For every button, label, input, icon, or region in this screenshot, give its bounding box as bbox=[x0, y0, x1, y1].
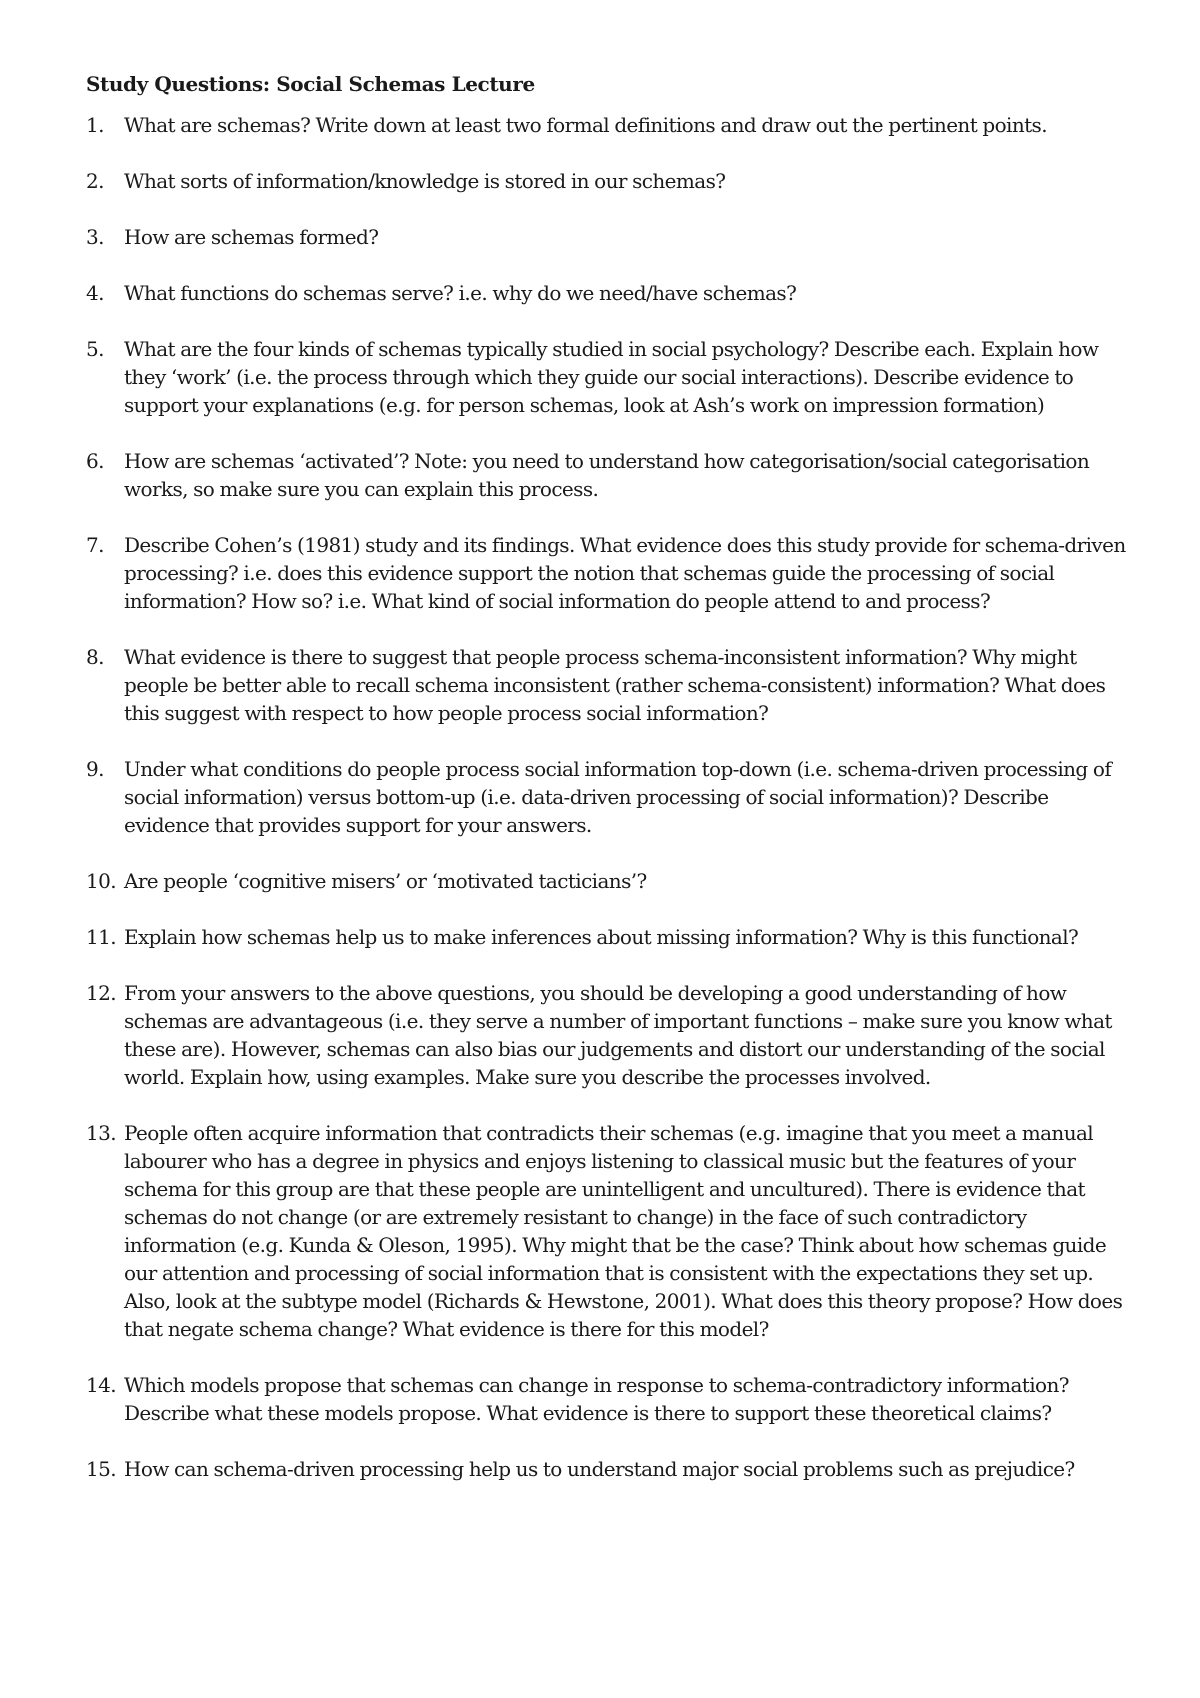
question-number: 4. bbox=[86, 281, 104, 305]
question-number: 10. bbox=[86, 869, 117, 893]
question-item bbox=[86, 1371, 1126, 1427]
question-text: What evidence is there to suggest that people process schema-inconsistent information? Why might people be better able to recall schema inconsistent (rather schema-consistent) information? What does this suggest with respect to how people process social information? bbox=[124, 645, 1106, 725]
question-text: What are the four kinds of schemas typically studied in social psychology? Describe each. Explain how they ‘work’ (i.e. the process through which they guide our social interactions). Describe evidence to support your explanations (e.g. for person schemas, look at Ash’s work on impression formation) bbox=[124, 337, 1099, 417]
question-text: How are schemas formed? bbox=[124, 225, 379, 249]
question-number: 15. bbox=[86, 1457, 117, 1481]
question-item bbox=[86, 1455, 1126, 1483]
document-page bbox=[86, 70, 1126, 1511]
question-item bbox=[86, 867, 1126, 895]
question-number: 14. bbox=[86, 1373, 117, 1397]
question-item bbox=[86, 167, 1126, 195]
question-text: Which models propose that schemas can change in response to schema-contradictory information? Describe what these models propose. What evidence is there to support these theoretical claims? bbox=[124, 1373, 1069, 1425]
question-number: 2. bbox=[86, 169, 104, 193]
question-number: 1. bbox=[86, 113, 104, 137]
question-item bbox=[86, 1119, 1126, 1343]
question-text: Explain how schemas help us to make inferences about missing information? Why is this functional? bbox=[124, 925, 1079, 949]
question-number: 13. bbox=[86, 1121, 117, 1145]
question-number: 11. bbox=[86, 925, 117, 949]
question-number: 12. bbox=[86, 981, 117, 1005]
question-item bbox=[86, 755, 1126, 839]
question-item bbox=[86, 923, 1126, 951]
question-number: 9. bbox=[86, 757, 104, 781]
question-text: Under what conditions do people process social information top-down (i.e. schema-driven processing of social information) versus bottom-up (i.e. data-driven processing of social information)? Describe evidence that provides support for your answers. bbox=[124, 757, 1112, 837]
question-text: Describe Cohen’s (1981) study and its findings. What evidence does this study provide for schema-driven processing? i.e. does this evidence support the notion that schemas guide the processing of social information? How so? i.e. What kind of social information do people attend to and process? bbox=[124, 533, 1126, 613]
question-text: What functions do schemas serve? i.e. why do we need/have schemas? bbox=[124, 281, 797, 305]
question-item bbox=[86, 447, 1126, 503]
question-item bbox=[86, 111, 1126, 139]
question-number: 8. bbox=[86, 645, 104, 669]
question-number: 7. bbox=[86, 533, 104, 557]
question-item bbox=[86, 335, 1126, 419]
question-text: From your answers to the above questions, you should be developing a good understanding of how schemas are advantageous (i.e. they serve a number of important functions – make sure you know what these are). However, schemas can also bias our judgements and distort our understanding of the social world. Explain how, using examples. Make sure you describe the processes involved. bbox=[124, 981, 1112, 1089]
question-number: 5. bbox=[86, 337, 104, 361]
question-list bbox=[86, 111, 1126, 1483]
question-text: How are schemas ‘activated’? Note: you need to understand how categorisation/social categorisation works, so make sure you can explain this process. bbox=[124, 449, 1090, 501]
document-title: Study Questions: Social Schemas Lecture bbox=[86, 72, 535, 96]
question-item bbox=[86, 279, 1126, 307]
question-item bbox=[86, 531, 1126, 615]
question-item bbox=[86, 223, 1126, 251]
question-text: How can schema-driven processing help us to understand major social problems such as prejudice? bbox=[124, 1457, 1075, 1481]
question-item bbox=[86, 979, 1126, 1091]
question-item bbox=[86, 643, 1126, 727]
question-text: Are people ‘cognitive misers’ or ‘motivated tacticians’? bbox=[124, 869, 647, 893]
question-number: 6. bbox=[86, 449, 104, 473]
question-text: What sorts of information/knowledge is stored in our schemas? bbox=[124, 169, 726, 193]
question-text: People often acquire information that contradicts their schemas (e.g. imagine that you meet a manual labourer who has a degree in physics and enjoys listening to classical music but the features of your schema for this group are that these people are unintelligent and uncultured). There is evidence that schemas do not change (or are extremely resistant to change) in the face of such contradictory information (e.g. Kunda & Oleson, 1995). Why might that be the case? Think about how schemas guide our attention and processing of social information that is consistent with the expectations they set up. Also, look at the subtype model (Richards & Hewstone, 2001). What does this theory propose? How does that negate schema change? What evidence is there for this model? bbox=[124, 1121, 1123, 1341]
question-text: What are schemas? Write down at least two formal definitions and draw out the pertinent points. bbox=[124, 113, 1047, 137]
question-number: 3. bbox=[86, 225, 104, 249]
